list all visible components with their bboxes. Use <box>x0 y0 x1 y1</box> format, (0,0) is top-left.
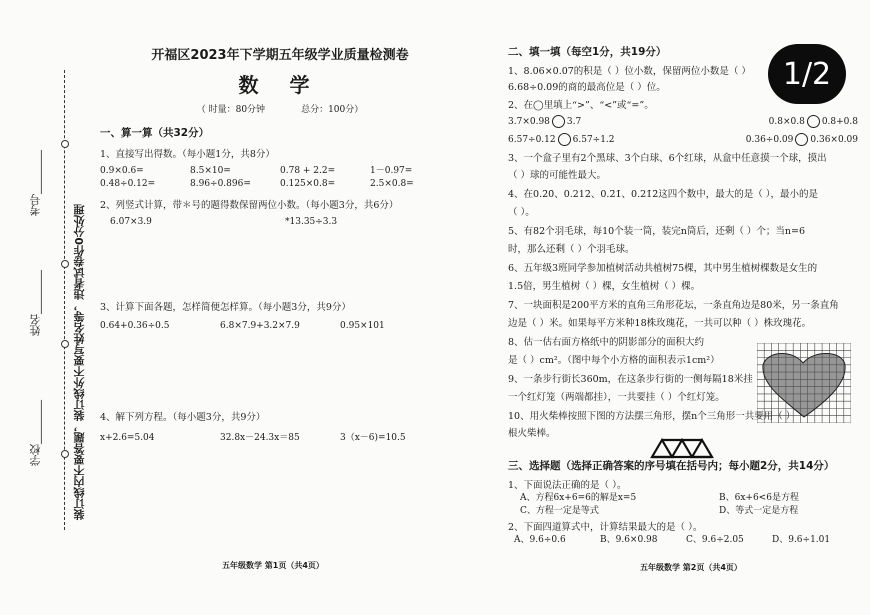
fill-9b: 一个红灯笼（两端都挂），一共要挂（ ）个红灯笼。 <box>508 392 725 403</box>
right-column <box>508 44 858 547</box>
fill-3b: （ ）球的可能性最大。 <box>508 170 607 181</box>
exam-number-field[interactable]: 考号________ <box>29 150 42 216</box>
fill-10a: 10、用火柴棒按照下图的方法摆三角形，摆n个三角形一共要用（ ） <box>508 411 796 422</box>
binding-hole <box>61 140 69 148</box>
fill-5a: 5、有82个羽毛球，每10个装一筒，装完n筒后，还剩（ ）个；当n=6 <box>508 226 805 237</box>
exam-title: 开福区2023年下学期五年级学业质量检测卷 <box>151 48 409 63</box>
compare-row-1: 3.7×0.98 3.7 0.8×0.8 0.8+0.8 <box>508 117 858 127</box>
fill-7a: 7、一块面积是200平方米的直角三角形花坛，一条直角边是80米，另一条直角 <box>508 300 839 311</box>
compare-row-2: 6.57÷0.12 6.57÷1.2 0.36÷0.09 0.36×0.09 <box>508 135 858 145</box>
question-1-2: 2、列竖式计算，带＊号的题得数保留两位小数。（每小题3分，共6分） <box>100 200 399 211</box>
question-1-1: 1、直接写出得数。（每小题1分，共8分） <box>100 149 275 160</box>
fill-7b: 边是（ ）米。如果每平方米种18株玫瑰花，一共可以种（ ）株玫瑰花。 <box>508 318 812 329</box>
compare-circle[interactable] <box>552 115 565 128</box>
fill-8b: 是（ ）cm²。（图中每个小方格的面积表示1cm²） <box>508 355 720 366</box>
section-3-heading: 三、选择题（选择正确答案的序号填在括号内；每小题2分，共14分） <box>508 460 835 472</box>
fill-2: 2、在◯里填上“>”、“<”或“=”。 <box>508 100 654 111</box>
left-column <box>100 44 460 445</box>
fill-1a: 1、8.06×0.07的积是（ ）位小数，保留两位小数是（ ） <box>508 66 751 77</box>
section-1-heading: 一、算一算（共32分） <box>100 127 210 139</box>
choice-1-row-1: A、方程6x+6=6的解是x=5 B、6x+6<6是方程 <box>520 493 799 503</box>
school-field[interactable]: 学校________ <box>29 400 42 466</box>
fill-5b: 时，那么还剩（ ）个羽毛球。 <box>508 244 635 255</box>
name-field[interactable]: 姓名________ <box>29 270 42 336</box>
page-footer-2: 五年级数学 第2页（共4页） <box>640 563 742 572</box>
matchstick-triangles <box>650 437 720 459</box>
subject-heading: 数 学 <box>238 73 322 97</box>
fill-10b: 根火柴棒。 <box>508 428 556 439</box>
compare-circle[interactable] <box>807 115 820 128</box>
binding-hole <box>61 340 69 348</box>
compare-circle[interactable] <box>795 133 808 146</box>
q2-row: 6.07×3.9 *13.35÷3.3 <box>110 217 338 227</box>
fill-9a: 9、一条步行街长360m，在这条步行街的一侧每隔18米挂 <box>508 374 753 385</box>
section-2-heading: 二、填一填（每空1分，共19分） <box>508 46 667 58</box>
fill-4b: （ ）。 <box>508 207 535 218</box>
fill-1b: 6.68÷0.09的商的最高位是（ ）位。 <box>508 82 666 93</box>
compare-circle[interactable] <box>558 133 571 146</box>
exam-meta: （ 时量：80分钟 总分：100分） <box>196 105 364 115</box>
q1-row-2: 0.48÷0.12= 8.96÷0.896= 0.125×0.8= 2.5×0.8= <box>100 179 414 189</box>
binding-warning: 装订线内不要答题，装订线外不要写姓名等，违者试卷作0分处理 <box>73 204 86 520</box>
page-badge: 1/2 <box>768 44 846 104</box>
choice-2: 2、下面四道算式中，计算结果最大的是（ ）。 <box>508 522 703 533</box>
binding-hole <box>61 450 69 458</box>
page-footer-1: 五年级数学 第1页（共4页） <box>222 561 324 570</box>
fill-4a: 4、在0.2̇0̇、0.212̇、0.2̇1̇、0.21̇2̇这四个数中，最大的是（ ），最小的是 <box>508 189 819 200</box>
fill-6a: 6、五年级3班同学参加植树活动共植树75棵，其中男生植树棵数是女生的 <box>508 263 818 274</box>
fill-3a: 3、一个盒子里有2个黑球、3个白球、6个红球，从盒中任意摸一个球，摸出 <box>508 153 827 164</box>
fill-8a: 8、估一估右面方格纸中的阴影部分的面积大约 <box>508 337 705 348</box>
binding-line <box>64 70 65 530</box>
q4-row: x+2.6=5.04 32.8x－24.3x＝85 3（x－6)=10.5 <box>100 433 406 443</box>
choice-1-row-2: C、方程一定是等式 D、等式一定是方程 <box>520 506 799 516</box>
q1-row-1: 0.9×0.6= 8.5×10= 0.78 + 2.2= 1－0.97= <box>100 166 413 176</box>
q3-row: 0.64+0.36÷0.5 6.8×7.9+3.2×7.9 0.95×101 <box>100 321 385 331</box>
binding-strip <box>12 70 86 530</box>
question-1-4: 4、解下列方程。（每小题3分，共9分） <box>100 412 266 423</box>
shaded-grid-figure <box>757 343 851 423</box>
binding-hole <box>61 260 69 268</box>
choice-1: 1、下面说法正确的是（ ）。 <box>508 480 627 491</box>
choice-2-row: A、9.6÷0.6 B、9.6×0.98 C、9.6÷2.05 D、9.6÷1.01 <box>514 535 831 545</box>
fill-6b: 1.5倍，男生植树（ ）棵，女生植树（ ）棵。 <box>508 281 701 292</box>
question-1-3: 3、计算下面各题，怎样简便怎样算。（每小题3分，共9分） <box>100 302 351 313</box>
